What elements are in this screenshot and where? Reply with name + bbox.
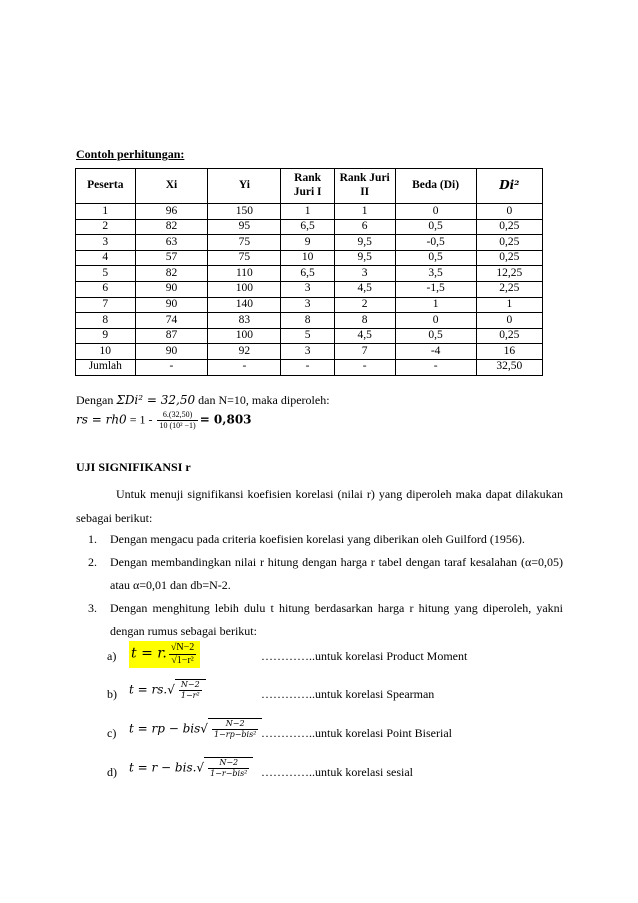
table-header-row [76,169,543,204]
rs-den: 10 (10² −1) [159,421,196,430]
rs-formula [76,410,252,431]
list-text: Dengan mengacu pada criteria koefisien korelasi yang diberikan oleh Guilford (1956). [110,532,525,546]
formula-label: d) [107,765,117,779]
dengan-line [76,393,330,408]
formula-fraction [169,642,196,667]
table-row [76,219,543,235]
formula-lhs: t = r. [131,645,167,662]
table-cell: 0,25 [476,235,542,251]
table-cell: 75 [208,250,281,266]
table-cell: 0,25 [476,219,542,235]
list-number: 3. [88,601,97,615]
formula-den: 1−r² [180,691,200,700]
table-cell: 63 [135,235,208,251]
table-cell: 5 [281,328,334,344]
table-cell: 2 [334,297,395,313]
table-cell: 82 [135,219,208,235]
table-cell: -0,5 [395,235,476,251]
formula-lhs: t = rp − bis [129,721,201,736]
list-number: 1. [88,532,97,546]
method-list [88,528,563,643]
intro-paragraph: Untuk menuji signifikansi koefisien korelasi (nilai r) yang diperoleh maka dapat dilakukan sebagai berikut: [76,487,563,525]
formula-label: b) [107,687,117,701]
dengan-sum: ΣDi² = 32,50 [116,393,196,407]
table-cell: 4,5 [334,328,395,344]
col-header: Rank Juri I [281,169,334,204]
table-row [76,250,543,266]
table-cell: 90 [135,281,208,297]
formula-label: a) [107,649,117,663]
formula-fraction [179,680,202,701]
table-cell: 0,5 [395,219,476,235]
rs-num: 6.(32,50) [157,410,197,421]
formula-d-expr [129,757,253,779]
table-cell: 10 [76,344,136,360]
table-cell: 3 [281,281,334,297]
table-cell: 0,5 [395,328,476,344]
rs-fraction [157,410,197,431]
table-cell: 2,25 [476,281,542,297]
table-cell: 90 [135,297,208,313]
table-cell: 6 [334,219,395,235]
rs-lhs: rs = rh0 [76,412,127,427]
table-row [76,281,543,297]
table-cell: 110 [208,266,281,282]
table-cell: 8 [281,313,334,329]
col-header: Peserta [76,169,136,204]
table-cell: 1 [76,204,136,220]
formula-d [107,757,567,787]
table-cell: 10 [281,250,334,266]
table-cell: 57 [135,250,208,266]
formula-num: N−2 [179,680,202,691]
table-cell: 5 [76,266,136,282]
sqrt-icon: √ [167,682,175,697]
formula-c [107,718,567,748]
table-cell: -1,5 [395,281,476,297]
table-cell: 100 [208,328,281,344]
sqrt-icon: √ [196,760,205,775]
formula-a [107,641,567,671]
table-cell: 7 [334,344,395,360]
formula-desc: …………..untuk korelasi sesial [261,765,413,779]
table-cell: 1 [334,204,395,220]
table-cell: 2 [76,219,136,235]
list-number: 2. [88,555,97,569]
table-cell: 8 [76,313,136,329]
table-cell: - [334,359,395,375]
formula-num: √N−2 [170,642,195,653]
table-cell: 0 [476,204,542,220]
table-row [76,297,543,313]
formula-lhs: t = rs. [129,682,168,697]
table-row [76,235,543,251]
table-cell: 32,50 [476,359,542,375]
table-cell: 96 [135,204,208,220]
formula-c-expr [129,718,262,740]
table-cell: 0 [395,204,476,220]
table-cell: 7 [76,297,136,313]
table-cell: 9,5 [334,250,395,266]
table-cell: Jumlah [76,359,136,375]
formula-b [107,679,567,709]
ranking-table [75,168,543,376]
table-cell: 3 [281,297,334,313]
table-row [76,204,543,220]
table-cell: 12,25 [476,266,542,282]
section-title: UJI SIGNIFIKANSI r [76,460,191,474]
table-cell: 4,5 [334,281,395,297]
table-cell: - [208,359,281,375]
list-text: Dengan menghitung lebih dulu t hitung berdasarkan harga r hitung yang diperoleh, yakni dengan rumus sebagai berikut: [110,601,563,638]
rs-eq: = 1 - [126,412,156,427]
rs-result: = 0,803 [199,412,252,427]
col-header: Di² [476,169,542,204]
col-header: Xi [135,169,208,204]
dengan-suffix: dan N=10, maka diperoleh: [195,393,330,407]
formula-label: c) [107,726,117,740]
formula-fraction [212,719,258,740]
table-cell: 83 [208,313,281,329]
table-cell: 82 [135,266,208,282]
table-cell: 74 [135,313,208,329]
table-cell: 4 [76,250,136,266]
formula-fraction [208,758,249,779]
dengan-prefix: Dengan [76,393,117,407]
table-row [76,344,543,360]
table-cell: - [281,359,334,375]
formula-desc: …………..untuk korelasi Point Biserial [261,726,452,740]
col-header: Beda (Di) [395,169,476,204]
formula-lhs: t = r − bis. [129,760,197,775]
table-cell: 16 [476,344,542,360]
col-header: Rank Juri II [334,169,395,204]
col-header: Yi [208,169,281,204]
table-cell: 6,5 [281,266,334,282]
heading-contoh: Contoh perhitungan: [76,147,185,161]
table-cell: 3 [281,344,334,360]
table-cell: 1 [281,204,334,220]
table-cell: - [135,359,208,375]
formula-den: √1−r² [171,655,194,666]
table-cell: 6 [76,281,136,297]
table-cell: 9,5 [334,235,395,251]
table-cell: 0,5 [395,250,476,266]
formula-a-expr [129,641,200,668]
formula-den: 1−rp−bis² [213,730,257,739]
table-cell: 0,25 [476,250,542,266]
table-row [76,328,543,344]
table-cell: 3 [334,266,395,282]
table-cell: 95 [208,219,281,235]
formula-num: N−2 [212,719,258,730]
table-cell: 6,5 [281,219,334,235]
table-row [76,313,543,329]
table-cell: 75 [208,235,281,251]
table-total-row [76,359,543,375]
table-cell: 3,5 [395,266,476,282]
table-cell: 9 [76,328,136,344]
table-row [76,266,543,282]
table-cell: - [395,359,476,375]
table-cell: 8 [334,313,395,329]
table-cell: 0,25 [476,328,542,344]
list-text: Dengan membandingkan nilai r hitung dengan harga r tabel dengan taraf kesalahan (α=0,05) atau α=0,01 dan db=N-2. [110,555,563,592]
table-cell: 0 [395,313,476,329]
table-cell: 1 [476,297,542,313]
formula-desc: …………..untuk korelasi Spearman [261,687,435,701]
table-cell: 100 [208,281,281,297]
table-cell: 0 [476,313,542,329]
table-cell: 90 [135,344,208,360]
table-cell: 87 [135,328,208,344]
list-item [88,597,563,643]
list-item [88,528,563,551]
formula-num: N−2 [208,758,249,769]
formula-b-expr [129,679,206,701]
table-cell: 3 [76,235,136,251]
table-cell: 1 [395,297,476,313]
list-item [88,551,563,597]
table-cell: 150 [208,204,281,220]
formula-desc: …………..untuk korelasi Product Moment [261,649,468,663]
table-cell: 140 [208,297,281,313]
table-cell: -4 [395,344,476,360]
table-cell: 9 [281,235,334,251]
formula-den: 1−r−bis² [210,769,248,778]
sqrt-icon: √ [200,721,208,736]
table-cell: 92 [208,344,281,360]
